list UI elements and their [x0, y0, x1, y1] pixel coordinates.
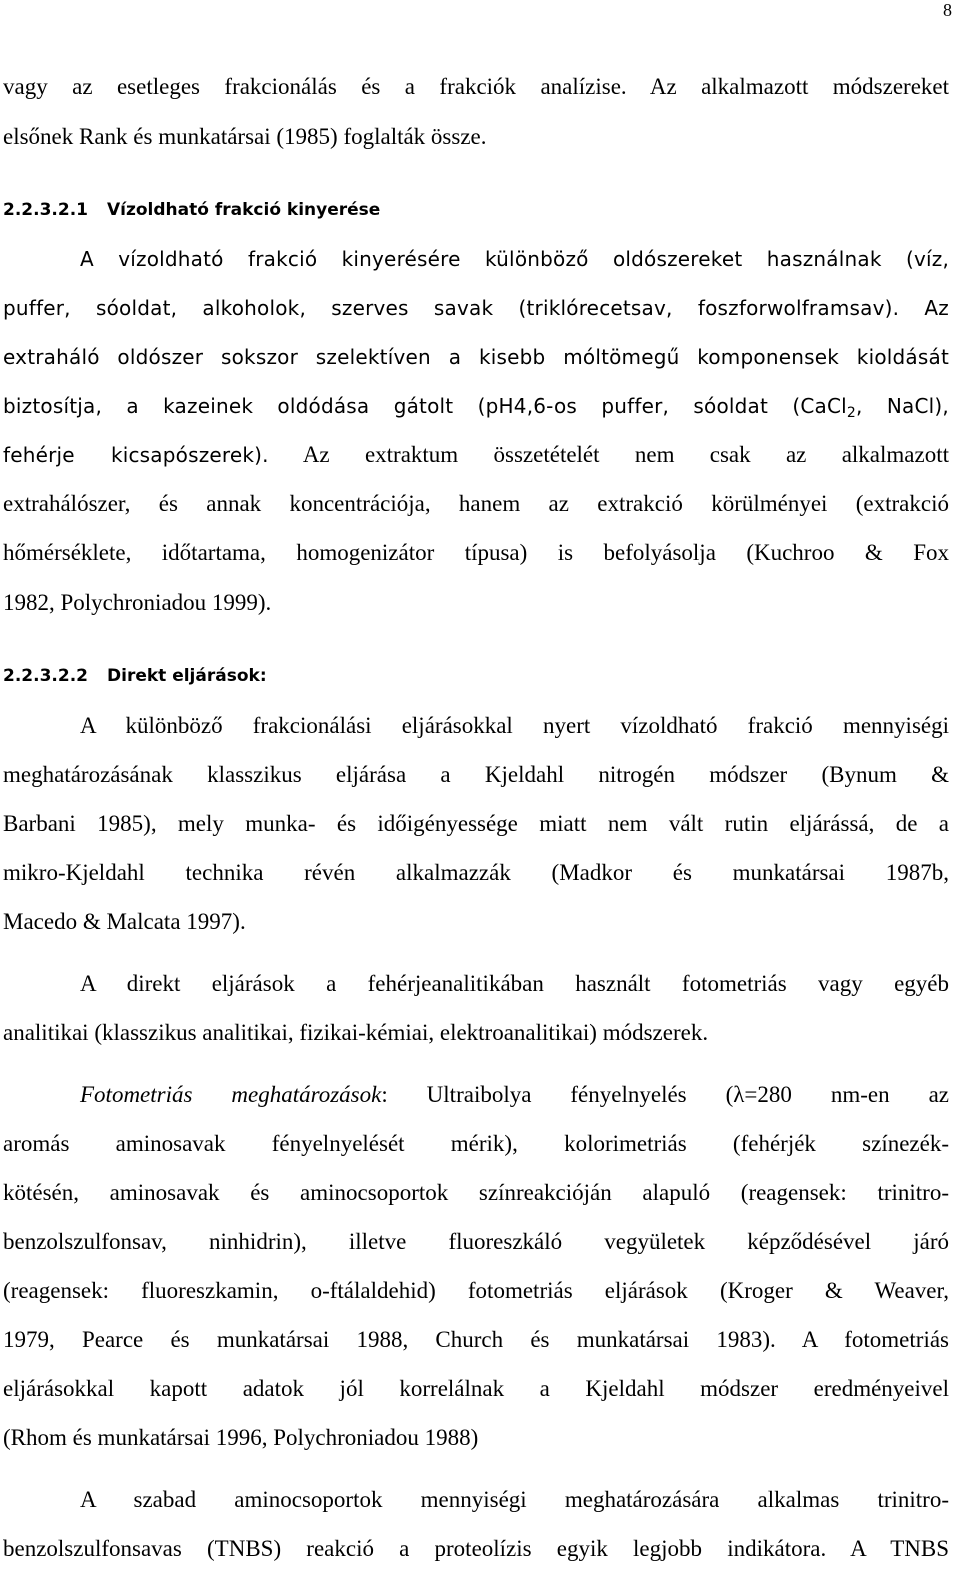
body-line: A vízoldható frakció kinyerésére különböző oldószereket használnak (víz, [80, 247, 949, 271]
body-line: puffer, sóoldat, alkoholok, szerves savak (triklórecetsav, foszforwolframsav). Az [3, 296, 949, 320]
body-text: Az extraktum összetételét nem csak az alkalmazott [302, 442, 949, 467]
italic-term: Fotometriás meghatározások [80, 1082, 382, 1107]
body-line: hőmérséklete, időtartama, homogenizátor típusa) is befolyásolja (Kuchroo & Fox [3, 540, 949, 565]
body-line: Barbani 1985), mely munka- és időigényessége miatt nem vált rutin eljárássá, de a [3, 811, 949, 836]
intro-line-1: vagy az esetleges frakcionálás és a frakciók analízise. Az alkalmazott módszereket [3, 74, 949, 99]
section-title: Direkt eljárások: [107, 666, 267, 686]
body-line: A szabad aminocsoportok mennyiségi meghatározására alkalmas trinitro- [80, 1487, 949, 1512]
body-line: benzolszulfonsavas (TNBS) reakció a proteolízis egyik legjobb indikátora. A TNBS [3, 1536, 949, 1561]
body-line: (reagensek: fluoreszkamin, o-ftálaldehid) fotometriás eljárások (Kroger & Weaver, [3, 1278, 949, 1303]
section-title: Vízoldható frakció kinyerése [107, 200, 381, 220]
body-line: mikro-Kjeldahl technika révén alkalmazzák (Madkor és munkatársai 1987b, [3, 860, 949, 885]
body-line-with-formula [3, 392, 949, 420]
body-text: , NaCl), [856, 394, 949, 418]
body-line: aromás aminosavak fényelnyelését mérik), kolorimetriás (fehérjék színezék- [3, 1131, 949, 1156]
body-line: Macedo & Malcata 1997). [3, 909, 246, 934]
body-text: fehérje kicsapószerek). [3, 443, 269, 467]
section-number: 2.2.3.2.2 [3, 666, 88, 686]
body-line: kötésén, aminosavak és aminocsoportok színreakcióján alapuló (reagensek: trinitro- [3, 1180, 949, 1205]
section-number: 2.2.3.2.1 [3, 200, 88, 220]
intro-line-2: elsőnek Rank és munkatársai (1985) foglalták össze. [3, 124, 487, 149]
body-line: A különböző frakcionálási eljárásokkal nyert vízoldható frakció mennyiségi [80, 713, 949, 738]
section-heading-1 [3, 196, 949, 224]
body-text: biztosítja, a kazeinek oldódása gátolt (pH4,6-os puffer, sóoldat (CaCl [3, 394, 847, 418]
body-line: (Rhom és munkatársai 1996, Polychroniadou 1988) [3, 1425, 479, 1450]
section-heading-2 [3, 662, 949, 690]
body-line: analitikai (klasszikus analitikai, fizikai-kémiai, elektroanalitikai) módszerek. [3, 1020, 709, 1045]
body-line-mixed [3, 441, 949, 469]
body-line: A direkt eljárások a fehérjeanalitikában használt fotometriás vagy egyéb [80, 971, 949, 996]
body-line: eljárásokkal kapott adatok jól korrelálnak a Kjeldahl módszer eredményeivel [3, 1376, 949, 1401]
page-number: 8 [943, 0, 952, 20]
body-line: meghatározásának klasszikus eljárása a Kjeldahl nitrogén módszer (Bynum & [3, 762, 949, 787]
body-line: extraháló oldószer sokszor szelektíven a kisebb móltömegű komponensek kioldását [3, 345, 949, 369]
body-text: : Ultraibolya fényelnyelés (λ=280 nm-en az [381, 1082, 949, 1107]
body-line: benzolszulfonsav, ninhidrin), illetve fluoreszkáló vegyületek képződésével járó [3, 1229, 949, 1254]
subscript: 2 [846, 405, 857, 421]
body-line: 1979, Pearce és munkatársai 1988, Church és munkatársai 1983). A fotometriás [3, 1327, 949, 1352]
body-line-mixed [80, 1081, 949, 1109]
body-line: extrahálószer, és annak koncentrációja, hanem az extrakció körülményei (extrakció [3, 491, 949, 516]
body-line: 1982, Polychroniadou 1999). [3, 590, 272, 615]
